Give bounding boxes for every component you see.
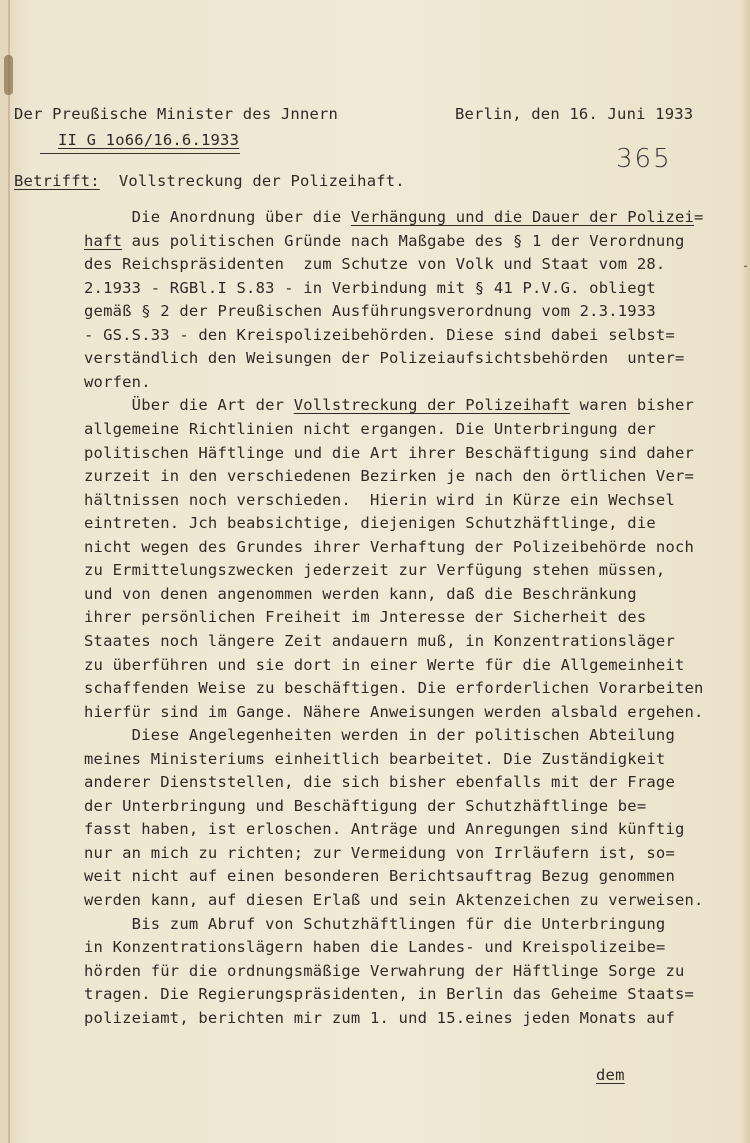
reference-number: II G 1o66/16.6.1933 xyxy=(58,131,240,149)
text-segment: meines Ministeriums einheitlich bearbeitet. Die Zuständigkeit xyxy=(84,749,666,768)
text-segment: waren bisher xyxy=(570,396,695,415)
text-segment: tragen. Die Regierungspräsidenten, in Berlin das Geheime Staats= xyxy=(84,985,695,1004)
body-line xyxy=(84,537,695,556)
body-line xyxy=(84,728,675,744)
body-line xyxy=(84,1008,675,1027)
body-line xyxy=(84,822,685,838)
body-line xyxy=(84,304,656,320)
text-segment: eintreten. Jch beabsichtige, diejenigen Schutzhäftlinge, die xyxy=(84,514,656,533)
body-line xyxy=(84,631,675,650)
text-segment: der Unterbringung und Beschäftigung der Schutzhäftlinge be= xyxy=(84,796,647,815)
text-segment: politischen Häftlinge und die Art ihrer Beschäftigung sind daher xyxy=(84,443,695,462)
body-line xyxy=(84,610,646,626)
body-line xyxy=(84,257,665,273)
text-segment: - GS.S.33 - den Kreispolizeibehörden. Diese sind dabei selbst= xyxy=(84,325,675,344)
body-line xyxy=(84,702,704,721)
body-line xyxy=(84,210,704,226)
text-segment: nur an mich zu richten; zur Vermeidung von Irrläufern ist, so= xyxy=(84,843,675,862)
text-segment: = xyxy=(694,208,704,226)
body-line xyxy=(84,278,656,297)
text-segment: fasst haben, ist erloschen. Anträge und Anregungen sind künftig xyxy=(84,820,685,839)
body-line xyxy=(84,325,675,344)
text-segment: Die Anordnung über die xyxy=(84,208,351,226)
body-line xyxy=(84,681,704,697)
text-segment: zu Ermittelungszwecken jederzeit zur Verfügung stehen müssen, xyxy=(84,561,666,580)
body-line xyxy=(84,796,647,815)
body-line xyxy=(84,351,685,367)
reference-rule xyxy=(40,153,240,154)
page-number-stamp: 365 xyxy=(616,144,672,174)
underlined-phrase: haft xyxy=(84,231,123,250)
text-segment: ihrer persönlichen Freiheit im Jnteresse der Sicherheit des xyxy=(84,608,647,627)
body-line xyxy=(84,231,685,250)
text-segment: nicht wegen des Grundes ihrer Verhaftung der Polizeibehörde noch xyxy=(84,537,695,556)
text-segment: Diese Angelegenheiten werden in der politischen Abteilung xyxy=(84,726,675,745)
underlined-phrase: Verhängung und die Dauer der Polizei xyxy=(350,208,695,226)
paper-stain xyxy=(4,55,13,95)
catchword: dem xyxy=(596,1066,625,1084)
text-segment: weit nicht auf einen besonderen Berichtsauftrag Bezug genommen xyxy=(84,867,675,886)
body-line xyxy=(84,869,675,885)
text-segment: in Konzentrationslägern haben die Landes- und Kreispolizeibe= xyxy=(84,938,666,957)
text-segment: allgemeine Richtlinien nicht ergangen. Die Unterbringung der xyxy=(84,420,656,438)
text-segment: hörden für die ordnungsmäßige Verwahrung der Häftlinge Sorge zu xyxy=(84,961,685,980)
subject-line xyxy=(14,174,405,190)
edge-mark: ⁃ xyxy=(743,262,748,273)
body-line xyxy=(84,893,704,909)
text-segment: Bis zum Abruf von Schutzhäftlingen für die Unterbringung xyxy=(84,914,666,933)
text-segment: werden kann, auf diesen Erlaß und sein Aktenzeichen zu verweisen. xyxy=(84,891,704,909)
body-line xyxy=(84,914,666,933)
body-line xyxy=(84,422,656,438)
body-line xyxy=(84,940,665,956)
text-segment: und von denen angenommen werden kann, daß die Beschränkung xyxy=(84,584,637,603)
text-segment: polizeiamt, berichten mir zum 1. und 15.eines jeden Monats auf xyxy=(84,1008,675,1027)
body-line xyxy=(84,516,656,532)
body-line xyxy=(84,490,675,509)
text-segment: Über die Art der xyxy=(84,396,294,415)
body-line xyxy=(84,987,694,1003)
sender-line: Der Preußische Minister des Jnnern xyxy=(14,105,339,123)
text-segment: aus politischen Gründe nach Maßgabe des § 1 der Verordnung xyxy=(122,231,685,250)
body-line xyxy=(84,443,695,462)
subject-text: Vollstreckung der Polizeihaft. xyxy=(118,172,405,190)
body-line xyxy=(84,563,665,579)
page-fold xyxy=(8,0,10,1143)
text-segment: gemäß § 2 der Preußischen Ausführungsverordnung vom 2.3.1933 xyxy=(84,302,656,321)
text-segment: verständlich den Weisungen der Polizeiaufsichtsbehörden unter= xyxy=(84,349,685,368)
text-segment: schaffenden Weise zu beschäftigen. Die erforderlichen Vorarbeiten xyxy=(84,679,704,697)
text-segment: zu überführen und sie dort in einer Werte für die Allgemeinheit xyxy=(84,655,685,674)
text-segment: worfen. xyxy=(84,372,151,391)
text-segment: des Reichspräsidenten zum Schutze von Volk und Staat vom 28. xyxy=(84,255,666,274)
body-line xyxy=(84,584,637,603)
body-line xyxy=(84,469,694,485)
text-segment: zurzeit in den verschiedenen Bezirken je nach den örtlichen Ver= xyxy=(84,467,695,486)
text-segment: hierfür sind im Gange. Nähere Anweisungen werden alsbald ergehen. xyxy=(84,702,704,721)
text-segment: anderer Dienststellen, die sich bisher ebenfalls mit der Frage xyxy=(84,773,675,792)
body-line xyxy=(84,843,675,862)
date-line: Berlin, den 16. Juni 1933 xyxy=(455,105,694,123)
text-segment: Staates noch längere Zeit andauern muß, in Konzentrationsläger xyxy=(84,631,675,650)
body-line xyxy=(84,398,694,414)
body-line xyxy=(84,961,685,980)
underlined-phrase: Vollstreckung der Polizeihaft xyxy=(293,396,571,415)
text-segment: hältnissen noch verschieden. Hierin wird in Kürze ein Wechsel xyxy=(84,490,675,509)
body-line xyxy=(84,775,675,791)
body-line xyxy=(84,749,666,768)
text-segment: 2.1933 - RGBl.I S.83 - in Verbindung mit § 41 P.V.G. obliegt xyxy=(84,278,656,297)
subject-label: Betrifft: xyxy=(14,172,100,190)
body-line xyxy=(84,655,685,674)
body-line xyxy=(84,372,151,391)
